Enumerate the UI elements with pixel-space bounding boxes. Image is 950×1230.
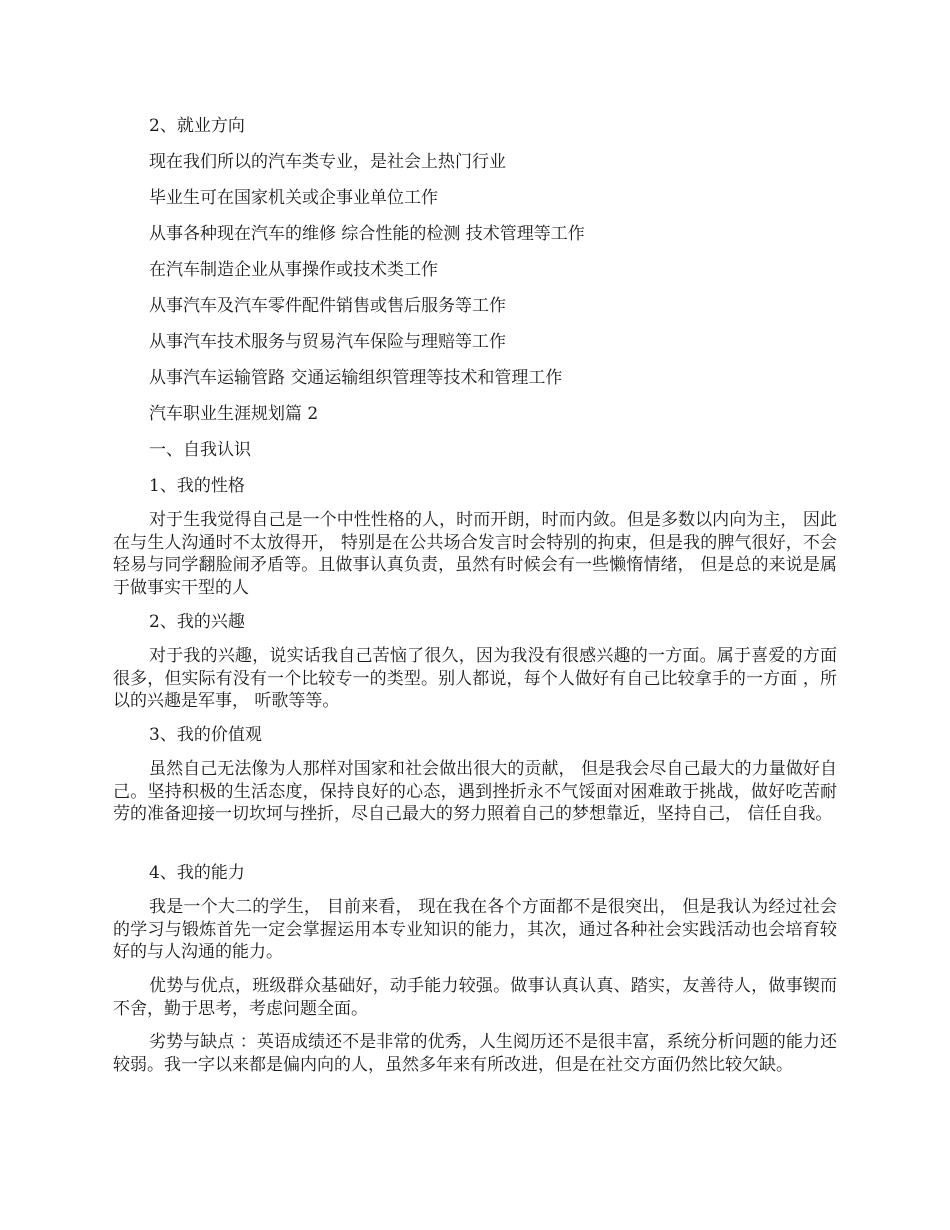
personality-paragraph: 对于生我觉得自己是一个中性性格的人，时而开朗，时而内敛。但是多数以内向为主， 因此在与生人沟通时不太放得开， 特别是在公共场合发言时会特别的拘束，但是我的脾气很好，不会轻易与同学翻脸闹矛盾等。且做事认真负责，虽然有时候会有一些懒惰情绪， 但是总的来说是属于做事实干型的人 bbox=[113, 510, 837, 598]
employment-line-5: 从事汽车及汽车零件配件销售或售后服务等工作 bbox=[149, 296, 506, 316]
employment-line-3: 从事各种现在汽车的维修 综合性能的检测 技术管理等工作 bbox=[149, 224, 585, 244]
weaknesses-paragraph: 劣势与缺点 ：英语成绩还不是非常的优秀，人生阅历还不是很丰富，系统分析问题的能力还较弱。我一字以来都是偏内向的人，虽然多年来有所改进，但是在社交方面仍然比较欠缺。 bbox=[113, 1032, 837, 1075]
employment-heading: 2、就业方向 bbox=[149, 116, 245, 136]
interests-paragraph: 对于我的兴趣，说实话我自己苦恼了很久，因为我没有很感兴趣的一方面。属于喜爱的方面很多，但实际有没有一个比较专一的类型。别人都说，每个人做好有自己比较拿手的一方面 ，所以的兴趣是军事， 听歌等等。 bbox=[113, 646, 837, 711]
values-heading: 3、我的价值观 bbox=[149, 725, 262, 745]
interests-heading: 2、我的兴趣 bbox=[149, 612, 245, 632]
employment-line-4: 在汽车制造企业从事操作或技术类工作 bbox=[149, 260, 438, 280]
abilities-paragraph: 我是一个大二的学生， 目前来看， 现在我在各个方面都不是很突出， 但是我认为经过社会的学习与锻炼首先一定会掌握运用本专业知识的能力，其次，通过各种社会实践活动也会培育较好的与人沟通的能力。 bbox=[113, 897, 837, 962]
employment-line-7: 从事汽车运输管路 交通运输组织管理等技术和管理工作 bbox=[149, 368, 563, 388]
values-paragraph: 虽然自己无法像为人那样对国家和社会做出很大的贡献， 但是我会尽自己最大的力量做好自己。坚持积极的生活态度，保持良好的心态，遇到挫折永不气馁面对困难敢于挑战，做好吃苦耐劳的准备迎接一切坎坷与挫折，尽自己最大的努力照着自己的梦想靠近，坚持自己， 信任自我。 bbox=[113, 759, 837, 824]
personality-heading: 1、我的性格 bbox=[149, 476, 245, 496]
article-title: 汽车职业生涯规划篇 2 bbox=[149, 404, 319, 424]
self-awareness-heading: 一、自我认识 bbox=[149, 440, 251, 460]
employment-line-1: 现在我们所以的汽车类专业，是社会上热门行业 bbox=[149, 152, 506, 172]
strengths-paragraph: 优势与优点，班级群众基础好，动手能力较强。做事认真认真、踏实，友善待人，做事锲而不舍，勤于思考，考虑问题全面。 bbox=[113, 976, 837, 1019]
abilities-heading: 4、我的能力 bbox=[149, 863, 245, 883]
employment-line-6: 从事汽车技术服务与贸易汽车保险与理赔等工作 bbox=[149, 332, 506, 352]
employment-line-2: 毕业生可在国家机关或企事业单位工作 bbox=[149, 188, 438, 208]
